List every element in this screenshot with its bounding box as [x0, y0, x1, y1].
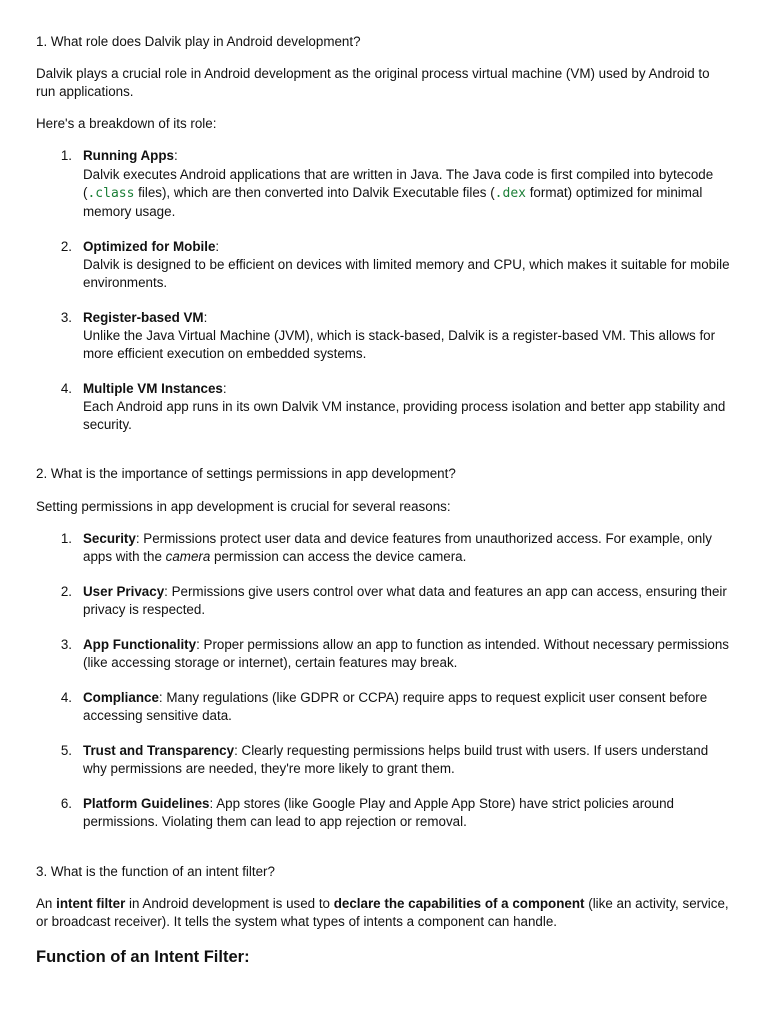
list-item-text: format) optimized for minimal memory usage. [83, 184, 703, 219]
list-item-text: Each Android app runs in its own Dalvik VM instance, providing process isolation and better app stability and security. [83, 399, 726, 432]
question-3: 3. What is the function of an intent filter? [36, 864, 275, 879]
q3-intro-text: in Android development is used to [125, 896, 334, 911]
list-item-text: Dalvik is designed to be efficient on devices with limited memory and CPU, which makes it suitable for mobile environments. [83, 257, 730, 290]
list-item-text: : Many regulations (like GDPR or CCPA) require apps to request explicit user consent before accessing sensitive data. [83, 690, 708, 723]
list-number: 5. [60, 743, 72, 758]
list-number: 1. [60, 531, 72, 546]
code-dex-ext: .dex [494, 185, 526, 201]
list-number: 4. [60, 690, 72, 705]
list-item-label: Trust and Transparency [83, 743, 235, 758]
list-item-text: : Proper permissions allow an app to function as intended. Without necessary permissions (like accessing storage or internet), certain features may break. [83, 637, 729, 670]
q2-intro: Setting permissions in app development is crucial for several reasons: [36, 499, 451, 514]
question-2: 2. What is the importance of settings permissions in app development? [36, 466, 456, 481]
list-number: 3. [60, 310, 72, 325]
list-item-label: User Privacy [83, 584, 165, 599]
list-number: 2. [60, 584, 72, 599]
capabilities-phrase: declare the capabilities of a component [333, 896, 585, 911]
list-item-text: : Clearly requesting permissions helps build trust with users. If users understand why permissions are needed, they're more likely to grant them. [83, 743, 709, 776]
list-item-text: : Permissions protect user data and device features from unauthorized access. For example, only apps with the [83, 531, 712, 564]
list-item-text: permission can access the device camera. [210, 549, 467, 564]
intent-filter-term: intent filter [56, 896, 126, 911]
list-item-text: Dalvik executes Android applications that are written in Java. The Java code is first compiled into bytecode ( [83, 166, 714, 200]
list-number: 6. [60, 796, 72, 811]
list-item-label: Register-based VM [83, 310, 204, 325]
camera-emphasis: camera [165, 549, 211, 564]
list-number: 1. [60, 148, 72, 163]
list-item-text: : Permissions give users control over what data and features an app can access, ensuring their privacy is respected. [83, 584, 727, 617]
list-item-label: Compliance [83, 690, 159, 705]
section-heading: Function of an Intent Filter: [36, 948, 250, 966]
list-number: 3. [60, 637, 72, 652]
list-item-label: Running Apps [83, 148, 174, 163]
q3-intro [36, 895, 730, 931]
list-item-text: Unlike the Java Virtual Machine (JVM), which is stack-based, Dalvik is a register-based VM. This allows for more efficient execution on embedded systems. [83, 328, 716, 361]
list-item-label: Multiple VM Instances [83, 381, 223, 396]
list-item-label: Platform Guidelines [83, 796, 210, 811]
list-item-label: Optimized for Mobile [83, 239, 216, 254]
list-item-label: App Functionality [83, 637, 197, 652]
list-number: 4. [60, 381, 72, 396]
question-1: 1. What role does Dalvik play in Android development? [36, 34, 361, 49]
q1-intro: Dalvik plays a crucial role in Android development as the original process virtual machine (VM) used by Android to run applications. [36, 66, 710, 99]
list-item-text: files), which are then converted into Dalvik Executable files ( [134, 184, 495, 200]
list-item-text: : App stores (like Google Play and Apple App Store) have strict policies around permissions. Violating them can lead to app rejection or removal. [83, 796, 674, 829]
q3-intro-text: An [36, 896, 57, 911]
q3-intro-text: (like an activity, service, or broadcast receiver). It tells the system what types of intents a component can handle. [36, 896, 729, 929]
q1-breakdown: Here's a breakdown of its role: [36, 116, 217, 131]
list-number: 2. [60, 239, 72, 254]
list-item-label: Security [83, 531, 136, 546]
code-class-ext: .class [87, 185, 135, 201]
